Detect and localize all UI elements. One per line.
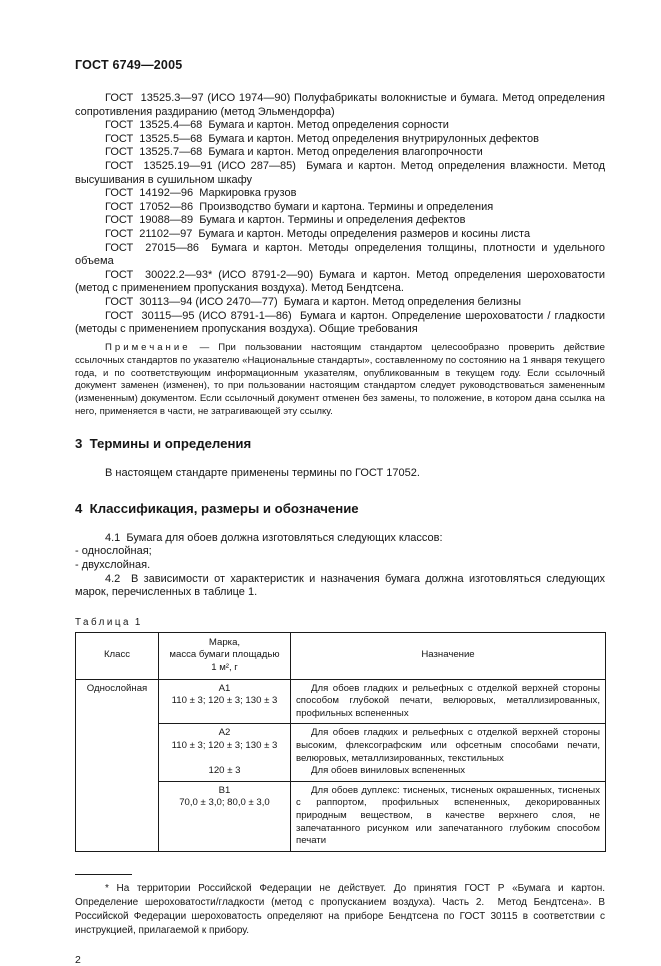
page-number: 2: [75, 953, 81, 966]
purpose-text-secondary: Для обоев виниловых вспененных: [311, 765, 466, 777]
purpose-cell: [291, 724, 606, 781]
clause-4-1-item: - двухслойная.: [75, 558, 151, 571]
table-caption: [75, 617, 605, 628]
table-caption-label: Таблица: [75, 616, 131, 628]
page-header: ГОСТ 6749—2005: [75, 58, 183, 72]
reference-item: ГОСТ 13525.5—68 Бумага и картон. Метод определения внутрирулонных дефектов: [105, 132, 539, 145]
mass-values: 70,0 ± 3,0; 80,0 ± 3,0: [179, 797, 270, 809]
reference-item: ГОСТ 30115—95 (ИСО 8791-1—86) Бумага и картон. Определение шероховатости / гладкости (методы с применением пропускания воздуха). Общие требования: [75, 309, 605, 336]
clause-4-2: 4.2 В зависимости от характеристик и назначения бумага должна изготовляться следующих марок, перечисленных в таблице 1.: [75, 572, 605, 599]
table-caption-number: 1: [134, 616, 141, 628]
mark-label: А2: [218, 727, 231, 739]
clause-4-1: 4.1 Бумага для обоев должна изготовляться следующих классов:: [105, 531, 443, 544]
mark-cell: [159, 781, 291, 851]
reference-item: ГОСТ 13525.19—91 (ИСО 287—85) Бумага и картон. Метод определения влажности. Метод высушивания в сушильном шкафу: [75, 159, 605, 186]
note: [75, 342, 605, 419]
clause-4-1-item: - однослойная;: [75, 545, 152, 558]
footnote-divider: [75, 874, 132, 875]
reference-item: ГОСТ 13525.7—68 Бумага и картон. Метод определения влагопрочности: [105, 146, 483, 159]
mass-values-secondary: 120 ± 3: [208, 764, 241, 776]
table-header-row: [76, 632, 606, 679]
references-section: [75, 92, 605, 337]
purpose-cell: [291, 679, 606, 724]
reference-item: ГОСТ 27015—86 Бумага и картон. Методы определения толщины, плотности и удельного объема: [75, 241, 605, 268]
section-3-heading: 3 Термины и определения: [75, 436, 252, 452]
column-header-purpose: Назначение: [291, 632, 606, 679]
purpose-cell: [291, 781, 606, 851]
mark-cell: [159, 679, 291, 724]
note-label: Примечание: [105, 341, 191, 353]
purpose-text: Для обоев гладких и рельефных с отделкой верхней стороны высоким, флексографским или офсетным способами печати, велюровых, металлизированных, текстильных: [296, 727, 600, 764]
reference-item: ГОСТ 14192—96 Маркировка грузов: [105, 187, 297, 200]
reference-item: ГОСТ 17052—86 Производство бумаги и картона. Термины и определения: [105, 200, 494, 213]
footnote: * На территории Российской Федерации не действует. До принятия ГОСТ Р «Бумага и картон. Определение шероховатости/гладкости (метод с пропусканием воздуха). Часть 2. Метод Бендтсена». В Российской Федерации шероховатость определяют на приборе Бендтсена по ГОСТ 30115 в соответствии с инструкцией, прилагаемой к прибору.: [75, 882, 605, 937]
mark-label: А1: [218, 682, 231, 694]
reference-item: ГОСТ 13525.4—68 Бумага и картон. Метод определения сорности: [105, 119, 449, 132]
column-header-mark: [159, 632, 291, 679]
column-header-mark-line: Марка,: [208, 636, 241, 648]
reference-item: ГОСТ 30022.2—93* (ИСО 8791-2—90) Бумага и картон. Метод определения шероховатости (метод с применением пропускания воздуха). Метод Бендтсена.: [75, 268, 605, 295]
table-row-a1: [76, 679, 606, 724]
mark-cell: [159, 724, 291, 781]
note-text: — При пользовании настоящим стандартом целесообразно проверить действие ссылочных стандартов по указателю «Национальные стандарты», составленному по состоянию на 1 января текущего года, и по соответствующим информационным указателям, опубликованным в текущем году. Если ссылочный документ заменен (изменен), то при пользовании настоящим стандартом следует руководствоваться замененным (измененным) документом. Если ссылочный документ отменен без замены, то положение, в котором дана ссылка на него, применяется в части, не затрагивающей эту ссылку.: [75, 341, 605, 418]
class-cell: Однослойная: [76, 679, 159, 851]
reference-item: ГОСТ 21102—97 Бумага и картон. Методы определения размеров и косины листа: [105, 227, 531, 240]
purpose-text: Для обоев гладких и рельефных с отделкой верхней стороны способом глубокой печати, велюровых, металлизированных, профильных вспененных: [296, 682, 600, 719]
table-1: [75, 632, 606, 852]
mass-values: 110 ± 3; 120 ± 3; 130 ± 3: [171, 740, 278, 752]
reference-item: ГОСТ 30113—94 (ИСО 2470—77) Бумага и картон. Метод определения белизны: [105, 295, 522, 308]
purpose-text: Для обоев дуплекс: тисненых, тисненых окрашенных, тисненых с раппортом, профильных вспененных, декорированных природным веществом, в качестве верхнего слоя, не запечатанного рисунком или запечатанного глубоким способом печати: [296, 784, 600, 847]
section-4-heading: 4 Классификация, размеры и обозначение: [75, 500, 359, 516]
reference-item: ГОСТ 13525.3—97 (ИСО 1974—90) Полуфабрикаты волокнистые и бумага. Метод определения сопротивления раздиранию (метод Эльмендорфа): [75, 92, 605, 118]
mass-values: 110 ± 3; 120 ± 3; 130 ± 3: [171, 695, 278, 707]
column-header-class: Класс: [76, 632, 159, 679]
section-3-body: В настоящем стандарте применены термины по ГОСТ 17052.: [105, 467, 420, 480]
column-header-mark-line: 1 м², г: [211, 661, 238, 673]
column-header-mark-line: масса бумаги площадью: [169, 649, 280, 661]
mark-label: В1: [218, 784, 231, 796]
reference-item: ГОСТ 19088—89 Бумага и картон. Термины и определения дефектов: [105, 214, 466, 227]
